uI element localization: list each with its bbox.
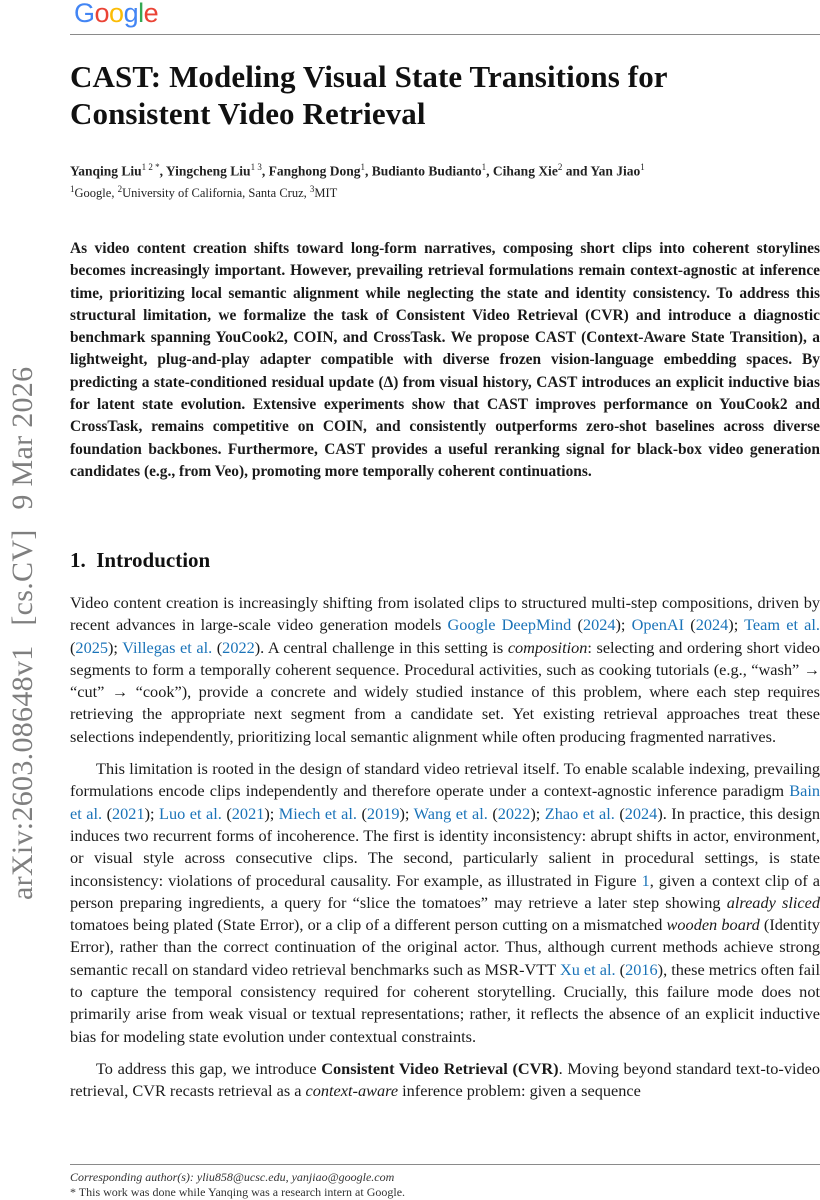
author-name: Yan Jiao: [590, 163, 641, 179]
arxiv-date: 9 Mar 2026: [6, 366, 39, 510]
logo-letter: e: [143, 0, 159, 28]
citation-link[interactable]: Luo et al.: [159, 803, 222, 823]
author-name: Cihang Xie: [492, 163, 558, 179]
logo-letter: l: [138, 0, 144, 28]
arxiv-category: [cs.CV]: [6, 529, 39, 626]
citation-link[interactable]: 2022: [497, 803, 531, 823]
author-affiliation-marker: 2: [557, 162, 563, 172]
citation-link[interactable]: Villegas et al.: [122, 637, 213, 657]
affiliation-marker: 2: [117, 184, 123, 194]
title-line-2: Consistent Video Retrieval: [70, 96, 426, 131]
citation-link[interactable]: Team et al.: [744, 615, 820, 635]
citation-link[interactable]: 2019: [366, 803, 400, 823]
citation-link[interactable]: Zhao et al.: [544, 803, 615, 823]
author-name: Yingcheng Liu: [165, 163, 251, 179]
section-title: Introduction: [96, 548, 211, 572]
citation-link[interactable]: 2021: [231, 803, 265, 823]
citation-link[interactable]: 1: [641, 870, 650, 890]
google-logo: [74, 0, 158, 29]
citation-link[interactable]: OpenAI: [631, 615, 685, 635]
bold-term: Consistent Video Retrieval (CVR): [321, 1058, 559, 1078]
abstract: As video content creation shifts toward long-form narratives, composing short clips into coherent storylines becomes increasingly important. However, prevailing retrieval formulations remain context-agnostic at inference time, prioritizing local semantic alignment while neglecting the state and identity consistency. To address this structural limitation, we formalize the task of Consistent Video Retrieval (CVR) and introduce a diagnostic benchmark spanning YouCook2, COIN, and CrossTask. We propose CAST (Context-Aware State Transition), a lightweight, plug-and-play adapter compatible with diverse frozen vision-language embedding spaces. By predicting a state-conditioned residual update (Δ) from visual history, CAST introduces an explicit inductive bias for latent state evolution. Extensive experiments show that CAST improves performance on YouCook2 and CrossTask, remains competitive on COIN, and consistently outperforms zero-shot baselines across diverse foundation backbones. Furthermore, CAST provides a useful reranking signal for black-box video generation candidates (e.g., from Veo), promoting more temporally coherent continuations.: [70, 240, 820, 480]
author-affiliation-marker: 1: [360, 162, 365, 172]
citation-link[interactable]: 2024: [582, 615, 616, 635]
citation-link[interactable]: Wang et al.: [413, 803, 488, 823]
author-affiliation-marker: 1 2 *: [141, 162, 160, 172]
title-line-1: CAST: Modeling Visual State Transitions for: [70, 59, 668, 94]
section-number: 1.: [70, 548, 86, 572]
author-affiliation-marker: 1 3: [250, 162, 262, 172]
arxiv-id[interactable]: arXiv:2603.08648v1: [6, 645, 39, 900]
citation-link[interactable]: 2021: [112, 803, 145, 823]
intern-footnote: * This work was done while Yanqing was a research intern at Google.: [70, 1185, 406, 1199]
corresponding-authors-footnote: Corresponding author(s): yliu858@ucsc.edu, yanjiao@google.com: [70, 1170, 395, 1184]
citation-link[interactable]: Miech et al.: [278, 803, 357, 823]
citation-link[interactable]: 2016: [625, 959, 658, 979]
author-affiliation-marker: 1: [481, 162, 487, 172]
paragraph: This limitation is rooted in the design of standard video retrieval itself. To enable scalable indexing, prevailing formulations encode clips independently and therefore operate under a context-agnostic inference paradigm Bain et al. (2021); Luo et al. (2021); Miech et al. (2019); Wang et al. (2022); Zhao et al. (2024). In practice, this design induces two recurrent forms of incoherence. The first is identity inconsistency: abrupt shifts in actor, environment, or visual style across consecutive clips. The second, particularly salient in procedural settings, is state inconsistency: violations of procedural causality. For example, as illustrated in Figure 1, given a context clip of a person preparing ingredients, a query for “slice the tomatoes” may retrieve a later step showing already sliced tomatoes being plated (State Error), or a clip of a different person cutting on a mismatched wooden board (Identity Error), rather than the correct continuation of the original actor. Thus, although current methods achieve strong semantic recall on standard video retrieval benchmarks such as MSR-VTT Xu et al. (2016), these metrics often fail to capture the temporal consistency required for coherent storytelling. Crucially, this failure mode does not primarily arise from weak visual or textual representations; rather, it reflects the absence of an explicit inductive bias for modeling state evolution under contextual constraints.: [70, 759, 820, 1046]
affiliation-list: $^1$Google, $^2$University of California, Santa Cruz, $^3$MIT: [70, 184, 338, 201]
citation-link[interactable]: Xu et al.: [559, 959, 616, 979]
affiliation-marker: 3: [309, 184, 315, 194]
logo-letter: o: [94, 0, 110, 28]
logo-letter: G: [74, 0, 95, 28]
citation-link[interactable]: Bain et al.: [70, 781, 820, 823]
emphasis-text: already sliced: [726, 892, 820, 912]
footnote-divider: [70, 1164, 820, 1165]
logo-letter: g: [123, 0, 139, 28]
paragraph: To address this gap, we introduce Consistent Video Retrieval (CVR). Moving beyond standard text-to-video retrieval, CVR recasts retrieval as a context-aware inference problem: given a sequence: [70, 1058, 820, 1101]
citation-link[interactable]: Google DeepMind: [447, 615, 572, 635]
arxiv-sidebar-stamp: [6, 366, 40, 900]
affiliation-name: University of California, Santa Cruz: [122, 186, 304, 201]
logo-letter: o: [109, 0, 124, 28]
citation-link[interactable]: 2022: [222, 637, 255, 657]
author-name: Yanqing Liu: [70, 163, 142, 179]
section-heading-introduction: [70, 548, 210, 573]
emphasis-text: wooden board: [666, 915, 760, 935]
introduction-body: [70, 592, 820, 1113]
emphasis-text: composition: [507, 637, 588, 657]
author-list: Yanqing Liu$^{1 2 *}$, Yingcheng Liu$^{1 3}$, Fanghong Dong$^1$, Budianto Budianto$^1$, Cihang Xie$^2$ and Yan Jiao$^1$: [70, 162, 645, 179]
citation-link[interactable]: 2024: [695, 615, 729, 635]
affiliation-name: Google: [74, 186, 112, 201]
affiliation-marker: 1: [70, 184, 75, 194]
emphasis-text: context-aware: [305, 1081, 399, 1101]
paper-title: [70, 58, 810, 132]
paragraph: Video content creation is increasingly shifting from isolated clips to structured multi-step compositions, driven by recent advances in large-scale video generation models Google DeepMind (2024); OpenAI (2024); Team et al. (2025); Villegas et al. (2022). A central challenge in this setting is composition: selecting and ordering short video segments to form a temporally coherent sequence. Procedural activities, such as cooking tutorials (e.g., “wash” → “cut” → “cook”), provide a concrete and widely studied instance of this problem, where each step requires retrieving the appropriate next segment from a candidate set. Yet existing retrieval approaches treat these selections independently, prioritizing local semantic alignment while often producing fragmented narratives.: [70, 593, 820, 746]
author-affiliation-marker: 1: [640, 162, 645, 172]
author-name: Budianto Budianto: [371, 163, 482, 179]
affiliation-name: MIT: [314, 186, 338, 201]
author-name: Fanghong Dong: [268, 163, 361, 179]
citation-link[interactable]: 2024: [624, 803, 658, 823]
header-divider: [70, 34, 820, 35]
citation-link[interactable]: 2025: [75, 637, 108, 657]
